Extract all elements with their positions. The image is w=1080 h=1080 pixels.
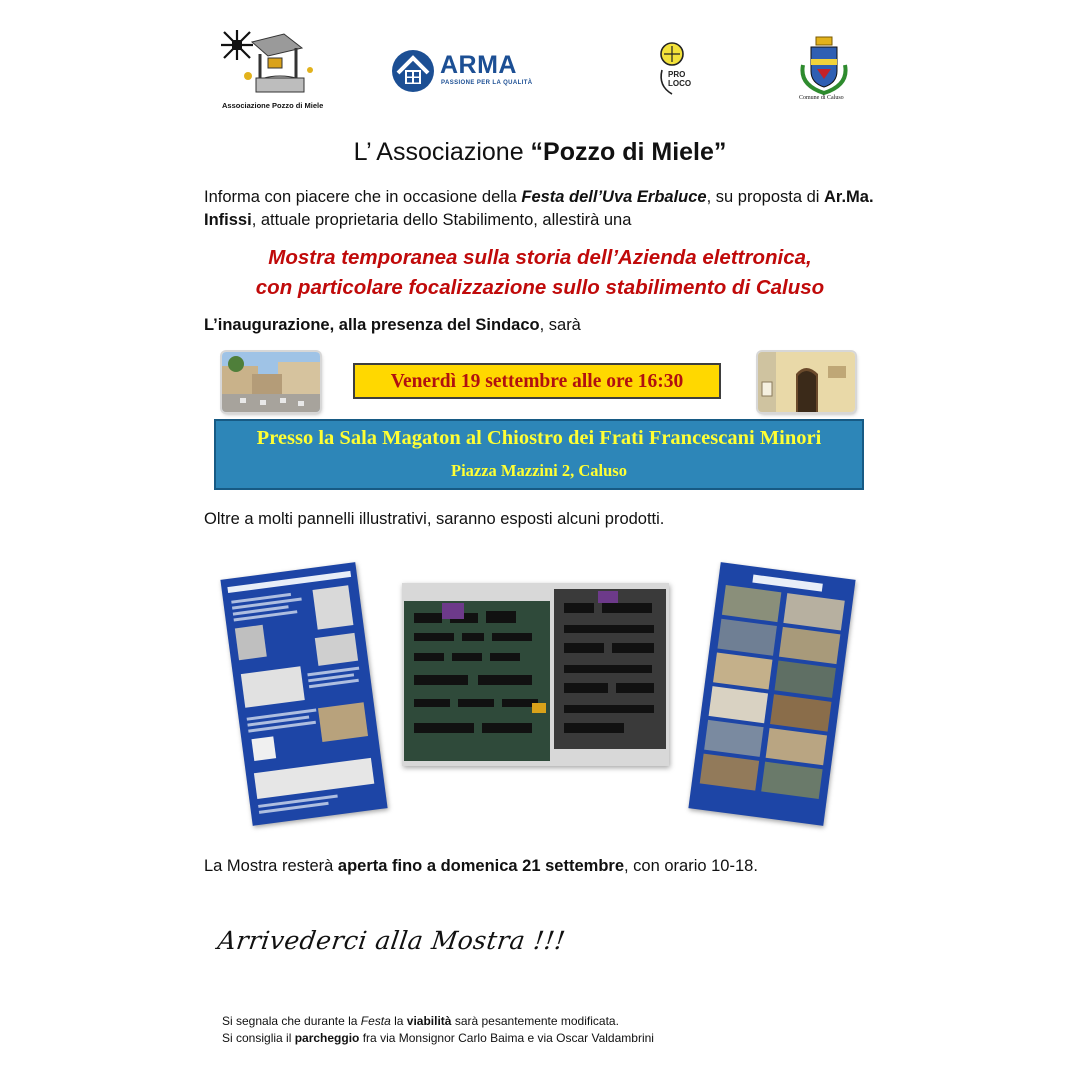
comune-di-caluso-crest	[793, 35, 855, 105]
exhibition-headline	[0, 243, 1080, 303]
pozzo-di-miele-logo-label: Associazione Pozzo di Miele	[222, 101, 324, 110]
pro-loco-logo	[650, 40, 702, 98]
traffic-note-2	[222, 1030, 654, 1047]
comune-di-caluso-label: Comune di Caluso	[799, 95, 844, 101]
note1-c: sarà pesantemente modificata.	[451, 1014, 619, 1028]
arma-logo	[390, 48, 550, 94]
intro-text-3: , attuale proprietaria dello Stabilimento, allestirà una	[251, 211, 632, 229]
inauguration-bold: L’inaugurazione, alla presenza del Sindaco	[204, 316, 540, 334]
photo-collage-banner-image	[688, 562, 855, 826]
piazza-photo	[222, 352, 320, 412]
electronic-boards-photo	[402, 583, 669, 766]
cloister-entrance-photo	[758, 352, 855, 412]
products-paragraph: Oltre a molti pannelli illustrativi, saranno esposti alcuni prodotti.	[204, 510, 665, 528]
note1-b: la	[390, 1014, 407, 1028]
closing-text-1: La Mostra resterà	[204, 857, 338, 875]
intro-text-2: , su proposta di	[706, 188, 825, 206]
pozzo-di-miele-logo	[218, 28, 328, 112]
venue-box	[214, 419, 864, 490]
note1-a: Si segnala che durante la	[222, 1014, 361, 1028]
headline-line-1: Mostra temporanea sulla storia dell’Azienda elettronica,	[268, 246, 812, 269]
note2-parcheggio: parcheggio	[294, 1030, 360, 1045]
closing-bold: aperta fino a domenica 21 settembre	[337, 857, 624, 875]
pro-loco-logo-text: PRO LOCO	[668, 70, 692, 88]
inauguration-date-box: Venerdì 19 settembre alle ore 16:30	[353, 363, 721, 399]
page-title	[0, 138, 1080, 167]
arma-logo-name: ARMA	[440, 51, 517, 79]
traffic-note-1	[222, 1013, 654, 1030]
inauguration-paragraph	[204, 316, 581, 335]
note2-b: fra via Monsignor Carlo Baima e via Oscar Valdambrini	[359, 1030, 654, 1045]
title-prefix: L’ Associazione	[353, 138, 531, 166]
traffic-notes	[222, 1013, 654, 1046]
arma-logo-tagline: PASSIONE PER LA QUALITÀ	[441, 80, 533, 86]
venue-line-1: Presso la Sala Magaton al Chiostro dei Frati Francescani Minori	[256, 427, 822, 449]
note2-a: Si consiglia il	[222, 1030, 295, 1045]
history-banner-image	[220, 562, 387, 826]
intro-company: Ar.Ma. Infissi	[204, 188, 874, 229]
intro-paragraph	[204, 186, 894, 232]
intro-festa-name: Festa dell’Uva Erbaluce	[521, 188, 707, 206]
inauguration-rest: , sarà	[539, 316, 581, 334]
closing-paragraph	[204, 857, 758, 876]
title-association-name: “Pozzo di Miele”	[530, 138, 727, 166]
farewell-text: Arrivederci alla Mostra !!!	[215, 926, 568, 955]
note1-viabilita: viabilità	[406, 1014, 452, 1028]
venue-address: Piazza Mazzini 2, Caluso	[451, 461, 627, 480]
closing-text-2: , con orario 10-18.	[624, 857, 758, 875]
intro-text-1: Informa con piacere che in occasione della	[204, 188, 522, 206]
note1-festa: Festa	[360, 1014, 391, 1028]
headline-line-2: con particolare focalizzazione sullo stabilimento di Caluso	[255, 276, 825, 299]
